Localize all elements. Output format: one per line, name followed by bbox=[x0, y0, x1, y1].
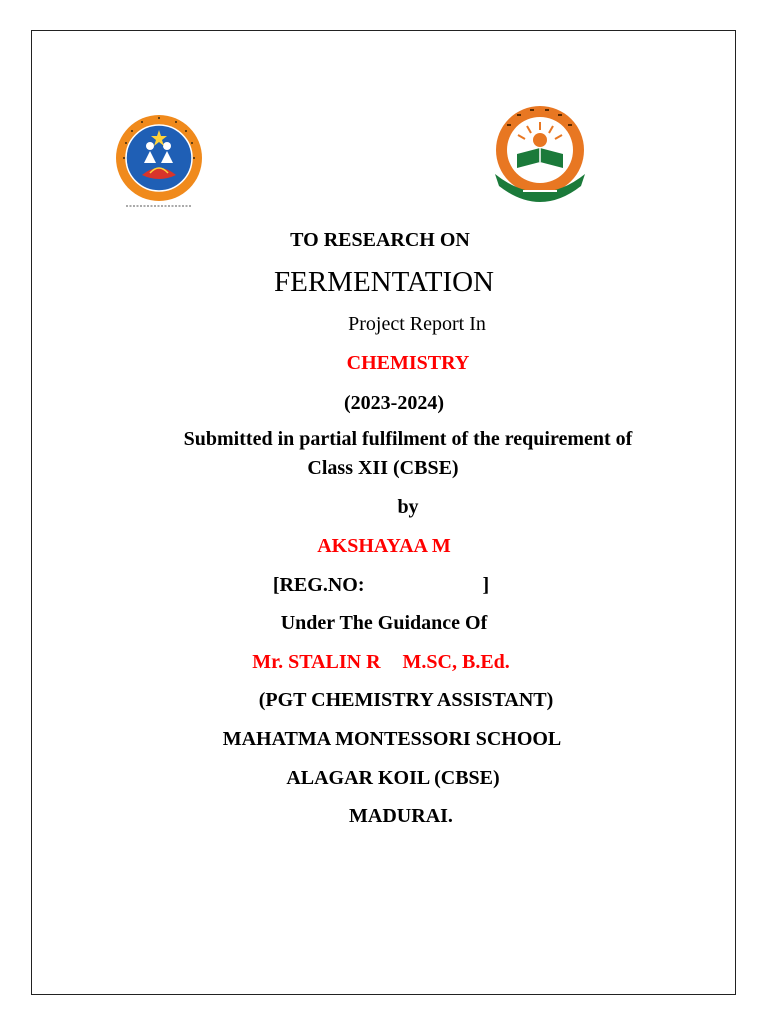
reg-close: ] bbox=[482, 574, 490, 596]
submission-statement: Submitted in partial fulfilment of the requirement of bbox=[183, 428, 633, 450]
teacher-line bbox=[0, 651, 765, 674]
teacher-qualification: M.SC, B.Ed. bbox=[402, 651, 510, 673]
title-heading: TO RESEARCH ON bbox=[290, 229, 470, 251]
class-info: Class XII (CBSE) bbox=[307, 457, 459, 479]
academic-year: (2023-2024) bbox=[344, 392, 444, 414]
registration-number bbox=[0, 574, 765, 597]
school-location: ALAGAR KOIL (CBSE) bbox=[286, 767, 500, 789]
project-topic: FERMENTATION bbox=[273, 266, 494, 298]
school-city: MADURAI. bbox=[349, 805, 453, 827]
student-name: AKSHAYAA M bbox=[317, 535, 451, 557]
teacher-name: Mr. STALIN R bbox=[252, 651, 381, 673]
reg-label: [REG.NO: bbox=[272, 574, 365, 596]
kvs-logo bbox=[485, 102, 595, 207]
teacher-role: (PGT CHEMISTRY ASSISTANT) bbox=[258, 689, 554, 711]
school-logo bbox=[104, 113, 214, 213]
project-subtitle: Project Report In bbox=[348, 313, 486, 335]
guidance-label: Under The Guidance Of bbox=[280, 612, 488, 634]
subject-name: CHEMISTRY bbox=[346, 352, 470, 374]
by-label: by bbox=[397, 496, 419, 518]
school-name: MAHATMA MONTESSORI SCHOOL bbox=[222, 728, 562, 750]
